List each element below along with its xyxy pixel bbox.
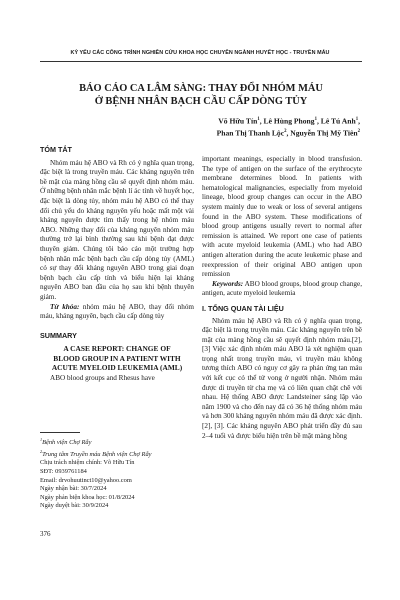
date-reviewed: Ngày phản biện khoa học: 01/8/2024 (40, 493, 135, 501)
keywords-value: ABO blood groups, blood group change, antigen, acute myeloid leukemia (202, 279, 363, 298)
summary-keywords (202, 280, 362, 299)
article-title (40, 82, 362, 108)
keywords-label: Keywords: (212, 279, 244, 288)
affiliation-name: Trung tâm Truyền máu Bệnh viện Chợ Rẫy (42, 450, 152, 458)
keywords-label: Từ khóa: (50, 302, 80, 311)
title-line-1: BÁO CÁO CA LÂM SÀNG: THAY ĐỔI NHÓM MÁU (79, 83, 323, 94)
left-column (40, 142, 194, 383)
date-received: Ngày nhận bài: 30/7/2024 (40, 485, 107, 493)
author-name: Lê Hùng Phong (263, 116, 315, 126)
section-1-text: Nhóm máu hệ ABO và Rh có ý nghĩa quan trọng, đặc biệt là trong truyền máu. Các kháng nguyên trên bề mặt của màng hồng cầu sẽ quyết định nhóm máu.[2], [3] Việc xác định nhóm máu ABO là xét nghiệm quan trọng nhất trong truyền máu, vì truyền máu không tương thích ABO có nguy cơ gây ra phản ứng tan máu với kết cục có thể tử vong ở người nhận. Nhóm máu được di truyền từ cha mẹ và có liên quan chặt chẽ với nhau. Hệ thống ABO được Landsteiner sáng lập vào năm 1900 và cho đến nay đã có 36 hệ thống nhóm máu và hơn 300 kháng nguyên nhóm máu đã được xác định. [2], [3]. Các kháng nguyên ABO phát triển đầy đủ sau 2–4 tuổi và được biểu hiện trên bề mặt màng hồng (202, 316, 362, 440)
author-name: Nguyễn Thị Mỹ Tiên (290, 128, 358, 138)
abstract-vi-keywords (40, 303, 194, 322)
title-line-2: Ở BỆNH NHÂN BẠCH CẦU CẤP DÒNG TỦY (94, 96, 308, 107)
affiliation-mark: 2 (40, 448, 43, 454)
abstract-vi-heading: TÓM TẮT (40, 145, 72, 154)
phone: SĐT: 0939761184 (40, 468, 87, 476)
summary-text-start: ABO blood groups and Rhesus have (50, 373, 155, 382)
author-list (120, 115, 360, 139)
keywords-value: nhóm máu hệ ABO, thay đổi nhóm máu, kháng nguyên, bạch cầu cấp dòng tủy (40, 302, 195, 321)
page-number: 376 (40, 530, 51, 538)
email: Email: drvohuutinct10@yahoo.com (40, 476, 132, 484)
affiliation-1 (40, 436, 194, 448)
footnotes (40, 436, 194, 511)
summary-title-line: BLOOD GROUP IN A PATIENT WITH (53, 353, 181, 363)
date-accepted: Ngày duyệt bài: 30/9/2024 (40, 502, 109, 510)
running-header: KỶ YẾU CÁC CÔNG TRÌNH NGHIÊN CỨU KHOA HỌC CHUYÊN NGÀNH HUYẾT HỌC - TRUYỀN MÁU (70, 50, 330, 56)
affiliation-name: Bệnh viện Chợ Rẫy (42, 439, 92, 447)
author-affiliation-mark: 1 (314, 117, 317, 122)
summary-heading: SUMMARY (40, 330, 77, 340)
header-divider (40, 61, 362, 62)
summary-text-continued: important meanings, especially in blood transfusion. The type of antigen on the surface of the erythrocyte membrane determines blood. In patients with hematological malignancies, especially from myeloid lineage, blood group changes can occur in the ABO system mainly due to weak or loss of several antigens found in the ABO system. These modifications of blood group antigens usually revert to normal after remission is attained. We report one case of patients with acute myeloid leukemia (AML) who had ABO antigen alteration during the acute leukemic phase and reexpression of their original ABO antigen upon remission (202, 155, 362, 279)
abstract-vi-text: Nhóm máu hệ ABO và Rh có ý nghĩa quan trọng, đặc biệt là trong truyền máu. Các kháng nguyên trên bề mặt của màng hồng cầu sẽ quyết định nhóm máu. Ở những bệnh nhân mắc bệnh lí ác tính về huyết học, đặc biệt là dòng tủy, nhóm máu hệ ABO có thể thay đổi chủ yếu do kháng nguyên yếu hoặc mất một vài kháng nguyên được tìm thấy trong hệ nhóm máu ABO. Những thay đổi của kháng nguyên nhóm máu thường trở lại bình thường sau khi bệnh đạt được thuyên giảm. Chúng tôi báo cáo một trường hợp bệnh nhân mắc bệnh bạch cầu cấp dòng tủy (AML) có sự thay đổi kháng nguyên ABO trong giai đoạn bệnh bạch cầu cấp tính và biểu hiện lại kháng nguyên ABO ban đầu của họ sau khi bệnh thuyên giảm. (40, 158, 194, 301)
affiliation-2 (40, 448, 194, 460)
author-name: Phan Thị Thanh Lộc (216, 128, 285, 138)
author-affiliation-mark: 1 (355, 117, 359, 122)
summary-title (40, 344, 194, 372)
section-1-heading: I. TỔNG QUAN TÀI LIỆU (202, 303, 284, 313)
author-name: Lê Tú Anh (320, 116, 356, 126)
author-affiliation-mark: 2 (284, 129, 287, 135)
author-affiliation-mark: 1 (257, 117, 260, 122)
author-affiliation-mark: 2 (357, 129, 360, 135)
affiliation-mark: 1 (40, 437, 43, 442)
author-line-1: Võ Hữu Tín$^1$, Lê Hùng Phong$^1$, Lê Tú Anh$^1$, (218, 116, 360, 126)
author-line-2: Phan Thị Thanh Lộc$^2$, Nguyễn Thị Mỹ Tiên$^2$ (216, 128, 360, 138)
author-name: Võ Hữu Tín (218, 116, 258, 126)
corresponding-author: Chịu trách nhiệm chính: Võ Hữu Tín (40, 459, 135, 467)
summary-title-line: A CASE REPORT: CHANGE OF (63, 344, 171, 354)
footnote-divider (40, 432, 80, 433)
summary-title-line: ACUTE MYELOID LEUKEMIA (AML) (51, 363, 183, 373)
right-column (202, 155, 362, 441)
